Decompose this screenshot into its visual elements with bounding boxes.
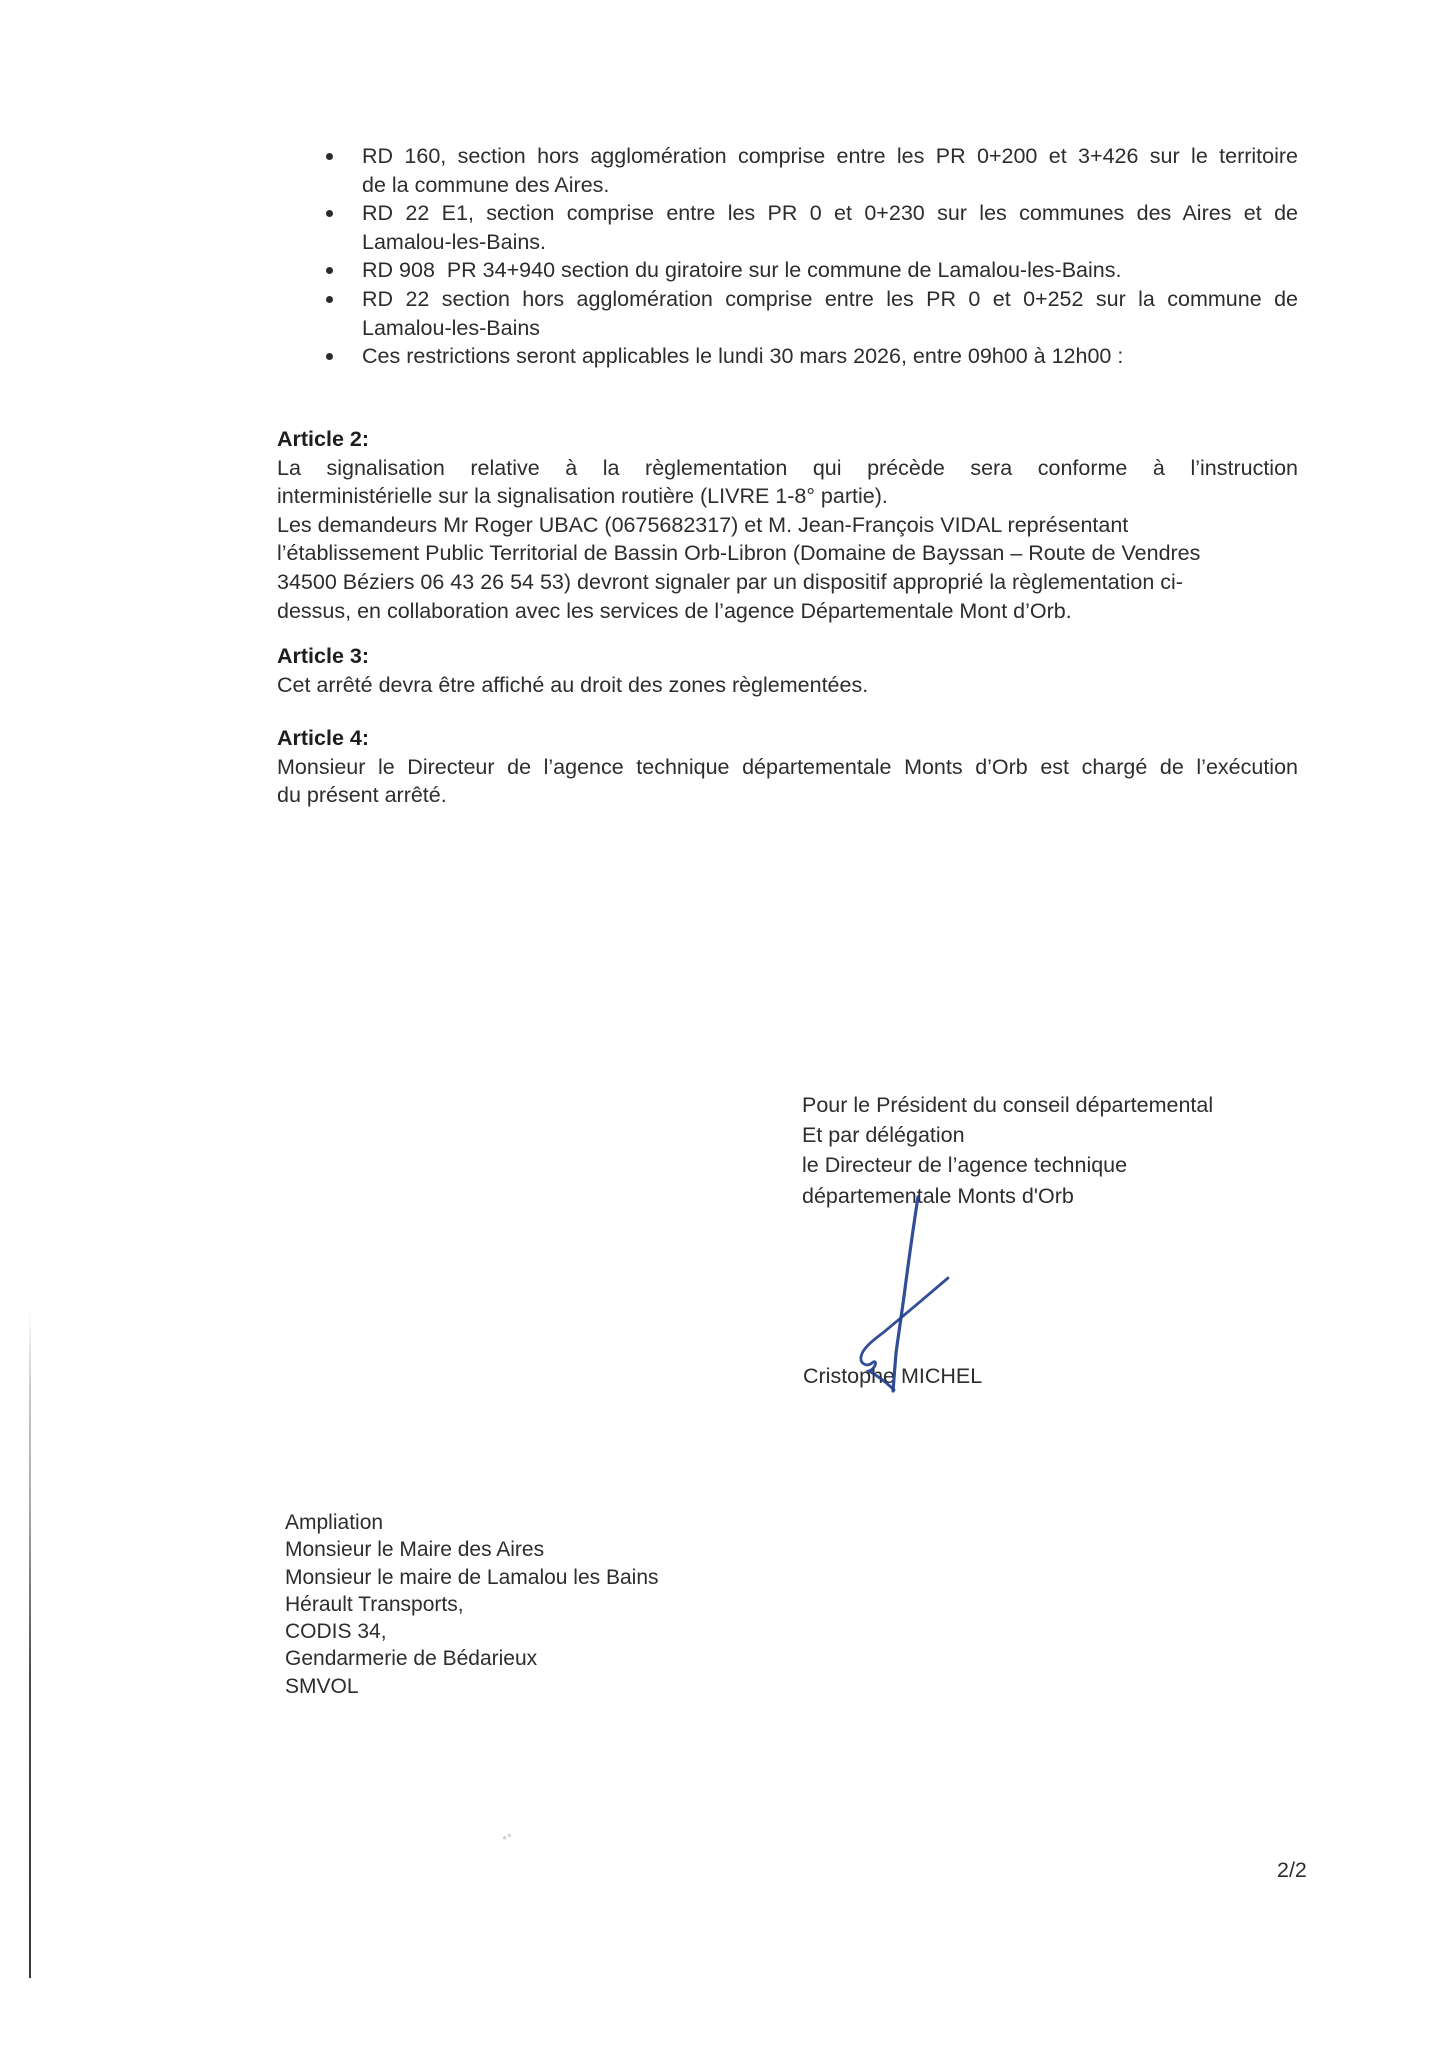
paragraph-line: Cet arrêté devra être affiché au droit des zones règlementées. bbox=[277, 672, 869, 697]
bullet-icon bbox=[326, 353, 333, 360]
article-2-heading: Article 2: bbox=[277, 427, 370, 451]
bullet-item bbox=[322, 256, 1298, 285]
bullet-line: Ces restrictions seront applicables le lundi 30 mars 2026, entre 09h00 à 12h00 : bbox=[362, 344, 1124, 369]
bullet-icon bbox=[326, 296, 333, 303]
bullet-item bbox=[322, 342, 1298, 371]
bullet-icon bbox=[326, 267, 333, 274]
paragraph-line: du présent arrêté. bbox=[277, 783, 447, 808]
article-4-section bbox=[277, 724, 1298, 810]
ampliation-line: Monsieur le Maire des Aires bbox=[285, 1538, 545, 1562]
signature-title-line: Et par délégation bbox=[802, 1123, 965, 1148]
paragraph-line: Monsieur le Directeur de l’agence technique départementale Monts d’Orb est chargé de l’exécution bbox=[277, 754, 1298, 779]
bullet-item bbox=[322, 199, 1298, 256]
ampliation-line: CODIS 34, bbox=[285, 1620, 387, 1644]
restrictions-bullet-list bbox=[322, 142, 1298, 371]
ampliation-line: Ampliation bbox=[285, 1511, 384, 1534]
signatory-name: Cristophe MICHEL bbox=[803, 1364, 983, 1388]
ampliation-line: Monsieur le maire de Lamalou les Bains bbox=[285, 1565, 659, 1589]
article-4-heading: Article 4: bbox=[277, 726, 370, 750]
ampliation-block bbox=[285, 1509, 805, 1700]
paragraph-line: l’établissement Public Territorial de Bassin Orb-Libron (Domaine de Bayssan – Route de Vendres bbox=[277, 541, 1201, 566]
ampliation-line: Gendarmerie de Bédarieux bbox=[285, 1647, 538, 1671]
page-number: 2/2 bbox=[1277, 1858, 1307, 1882]
bullet-icon bbox=[326, 153, 333, 160]
signature-title-line: départementale Monts d'Orb bbox=[802, 1183, 1074, 1208]
scan-speck bbox=[501, 1833, 513, 1841]
bullet-item bbox=[322, 285, 1298, 342]
article-2-section bbox=[277, 425, 1298, 625]
ampliation-line: Hérault Transports, bbox=[285, 1592, 464, 1616]
article-3-heading: Article 3: bbox=[277, 644, 370, 668]
bullet-icon bbox=[326, 210, 333, 217]
bullet-line: RD 22 E1, section comprise entre les PR 0 et 0+230 sur les communes des Aires et de bbox=[362, 201, 1298, 226]
bullet-line: Lamalou-les-Bains. bbox=[362, 229, 547, 254]
paragraph-line: interministérielle sur la signalisation routière (LIVRE 1-8° partie). bbox=[277, 484, 888, 509]
article-3-section bbox=[277, 642, 1298, 699]
signature-title-line: le Directeur de l’agence technique bbox=[802, 1153, 1128, 1178]
bullet-line: Lamalou-les-Bains bbox=[362, 315, 541, 340]
paragraph-line: dessus, en collaboration avec les services de l’agence Départementale Mont d’Orb. bbox=[277, 598, 1072, 623]
paragraph-line: 34500 Béziers 06 43 26 54 53) devront signaler par un dispositif approprié la règlementation ci- bbox=[277, 569, 1183, 594]
bullet-line: RD 22 section hors agglomération comprise entre les PR 0 et 0+252 sur la commune de bbox=[362, 286, 1298, 311]
handwritten-signature-ink bbox=[840, 1185, 980, 1410]
bullet-line: RD 160, section hors agglomération comprise entre les PR 0+200 et 3+426 sur le territoire bbox=[362, 144, 1298, 168]
bullet-line: RD 908 PR 34+940 section du giratoire sur le commune de Lamalou-les-Bains. bbox=[362, 258, 1122, 283]
bullet-line: de la commune des Aires. bbox=[362, 172, 610, 197]
bullet-item bbox=[322, 142, 1298, 199]
signature-title-line: Pour le Président du conseil départemental bbox=[802, 1093, 1214, 1117]
paragraph-line: Les demandeurs Mr Roger UBAC (0675682317) et M. Jean-François VIDAL représentant bbox=[277, 512, 1129, 537]
scan-artifact-line bbox=[29, 1310, 31, 1978]
ampliation-line: SMVOL bbox=[285, 1674, 359, 1698]
paragraph-line: La signalisation relative à la règlementation qui précède sera conforme à l’instruction bbox=[277, 455, 1298, 480]
